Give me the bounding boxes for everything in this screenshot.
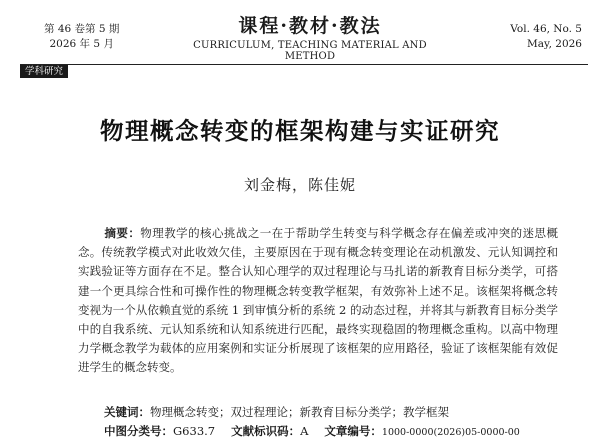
column-tag: 学科研究 bbox=[20, 65, 68, 78]
keywords-text: 物理概念转变；双过程理论；新教育目标分类学；教学框架 bbox=[150, 405, 449, 419]
article-number-label: 文章编号： bbox=[324, 424, 382, 438]
article-number-value: 1000-0000(2026)05-0000-00 bbox=[381, 427, 520, 438]
article-authors: 刘金梅，陈佳妮 bbox=[243, 176, 356, 194]
keywords-line bbox=[104, 404, 449, 420]
volume-line: Vol. 46, No. 5 bbox=[510, 23, 582, 35]
journal-name-cn: 课程·教材·教法 bbox=[238, 15, 382, 37]
date-line: 2026 年 5 月 bbox=[49, 38, 114, 50]
doc-code-value: A bbox=[300, 424, 309, 438]
abstract-label: 摘要： bbox=[104, 226, 141, 240]
abstract-text: 物理教学的核心挑战之一在于帮助学生转变与科学概念存在偏差或冲突的迷思概念。传统教学模式对此收效欠佳，主要原因在于现有概念转变理论在动机激发、元认知调控和实践验证等方面存在不足。整合认知心理学的双过程理论与马扎诺的新教育目标分类学，可搭建一个更具综合性和可操作性的物理概念转变教学框架，有效弥补上述不足。该框架将概念转变视为一个从依赖直觉的系统 1 到审慎分析的系统 2 的动态过程，并将其与新教育目标分类学中的自我系统、元认知系统和认知系统进行匹配，最终实现稳固的物理概念重构。以高中物理力学概念教学为载体的应用案例和实证分析展现了该框架的应用路径，验证了该框架能有效促进学生的概念转变。 bbox=[78, 226, 559, 375]
volume-info bbox=[510, 22, 582, 52]
abstract-block bbox=[78, 224, 558, 378]
header-rule bbox=[20, 64, 588, 65]
journal-name bbox=[178, 14, 442, 62]
keywords-label: 关键词： bbox=[104, 405, 150, 419]
issue-info bbox=[44, 22, 119, 52]
journal-name-en: CURRICULUM, TEACHING MATERIAL AND METHOD bbox=[193, 40, 427, 62]
doc-code-label: 文献标识码： bbox=[231, 424, 301, 438]
classification-line bbox=[104, 423, 520, 441]
article-title: 物理概念转变的框架构建与实证研究 bbox=[100, 117, 500, 145]
clc-label: 中图分类号： bbox=[104, 424, 173, 438]
journal-header bbox=[0, 0, 600, 62]
month-line: May, 2026 bbox=[527, 38, 582, 50]
clc-value: G633.7 bbox=[173, 424, 216, 438]
issue-line: 第 46 卷第 5 期 bbox=[44, 23, 120, 35]
